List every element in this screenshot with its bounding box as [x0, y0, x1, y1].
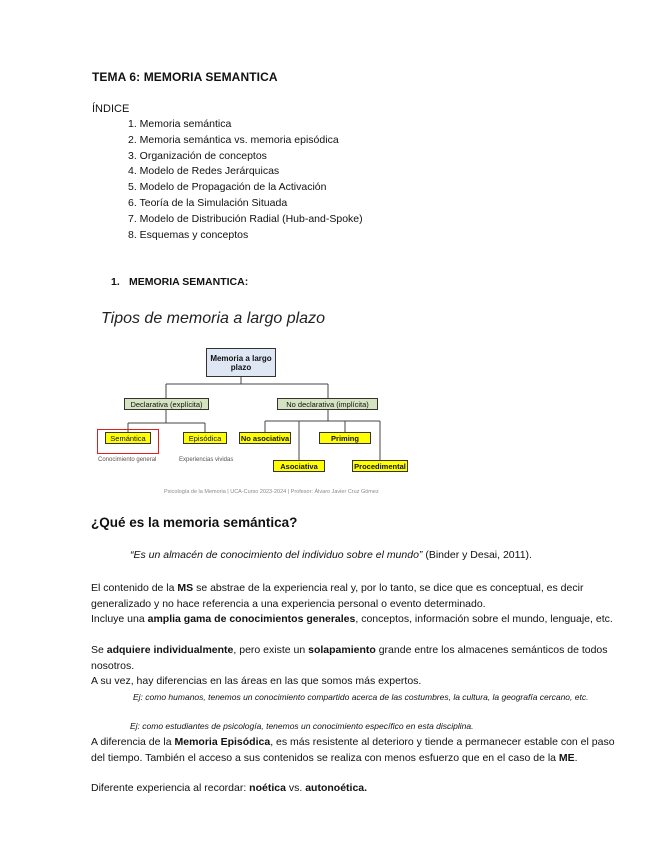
section-number: 1. [111, 276, 120, 288]
toc-item: 8. Esquemas y conceptos [128, 228, 249, 241]
diagram-node-priming: Priming [319, 432, 371, 444]
toc-item: 1. Memoria semántica [128, 118, 232, 130]
text-run: se abstrae de la experiencia real y, por lo tanto, se dice que es conceptual, es decir generalizado y no hace referencia a una experiencia personal o evento determinado. [91, 582, 584, 610]
diagram-node-semantica: Semántica [105, 432, 151, 444]
text-run: , pero existe un [233, 644, 309, 656]
index-label: ÍNDICE [92, 103, 130, 115]
toc-item: 7. Modelo de Distribución Radial (Hub-and-Spoke) [128, 212, 363, 225]
text-run: Incluye una [91, 613, 148, 625]
section-title: MEMORIA SEMANTICA: [129, 276, 249, 288]
text-run: , es más resistente al deterioro y tiende a permanecer estable con el paso del tiempo. También el acceso a sus contenidos se realiza con menos esfuerzo que en el caso de la [91, 736, 615, 764]
table-of-contents [128, 117, 363, 243]
diagram-node-episodica: Episódica [183, 432, 227, 444]
text-run-bold: adquiere individualmente [106, 644, 234, 656]
section-heading [111, 276, 248, 288]
toc-item: 5. Modelo de Propagación de la Activación [128, 181, 327, 194]
text-run-bold: ME [558, 751, 575, 764]
text-run-bold: amplia gama de conocimientos generales [147, 613, 356, 625]
text-run-bold: Memoria Episódica [174, 736, 271, 748]
text-run: . [574, 751, 578, 764]
text-run: A diferencia de la [91, 736, 175, 748]
diagram-title: Tipos de memoria a largo plazo [101, 310, 325, 327]
quote-reference: (Binder y Desai, 2011). [422, 549, 532, 561]
toc-item: 3. Organización de conceptos [128, 149, 267, 162]
paragraph-1 [91, 581, 621, 612]
definition-quote [130, 549, 532, 561]
text-run-bold: solapamiento [308, 644, 376, 656]
diagram-node-no-asociativa: No asociativa [240, 433, 290, 443]
paragraph-4: A su vez, hay diferencias en las áreas en las que somos más expertos. [91, 675, 422, 687]
text-run-bold: MS [177, 582, 194, 594]
document-title: TEMA 6: MEMORIA SEMANTICA [92, 70, 278, 84]
note-episodica: Experiencias vividas [179, 457, 234, 463]
paragraph-5 [91, 735, 621, 766]
diagram-footer: Psicología de la Memoria | UCA-Curso 2023-2024 | Profesor: Álvaro Javier Cruz Gómez [164, 489, 379, 495]
text-run: El contenido de la [91, 582, 178, 594]
diagram-node-asociativa: Asociativa [273, 460, 325, 472]
paragraph-6 [91, 781, 621, 797]
example-1: Ej: como humanos, tenemos un conocimiento compartido acerca de las costumbres, la cultura, la geografía cercano, etc. [133, 692, 589, 702]
text-run: Diferente experiencia al recordar: [91, 782, 250, 794]
text-run: vs. [285, 782, 306, 794]
text-run: grande entre los almacenes semánticos de todos nosotros. [91, 644, 608, 672]
text-run: Se [91, 644, 107, 656]
diagram-node-declarative: Declarativa (explícita) [124, 398, 209, 410]
toc-item: 6. Teoría de la Simulación Situada [128, 196, 288, 209]
text-run-bold: noética [249, 782, 286, 794]
quote-text: “Es un almacén de conocimiento del individuo sobre el mundo” [130, 549, 423, 561]
paragraph-2 [91, 612, 621, 628]
text-run: , conceptos, información sobre el mundo, lenguaje, etc. [355, 613, 613, 625]
toc-item: 4. Modelo de Redes Jerárquicas [128, 165, 280, 178]
example-2: Ej: como estudiantes de psicología, tenemos un conocimiento específico en esta disciplina. [130, 721, 474, 731]
diagram-node-procedimental: Procedimental [352, 460, 408, 472]
toc-item: 2. Memoria semántica vs. memoria episódica [128, 133, 339, 146]
note-semantica: Conocimiento general [98, 457, 157, 463]
diagram-node-nondeclarative: No declarativa (implícita) [277, 398, 378, 410]
question-heading: ¿Qué es la memoria semántica? [91, 515, 298, 530]
diagram-node-root: Memoria a largo plazo [206, 348, 276, 377]
paragraph-3 [91, 643, 621, 674]
text-run-bold: autonoética. [305, 782, 368, 794]
